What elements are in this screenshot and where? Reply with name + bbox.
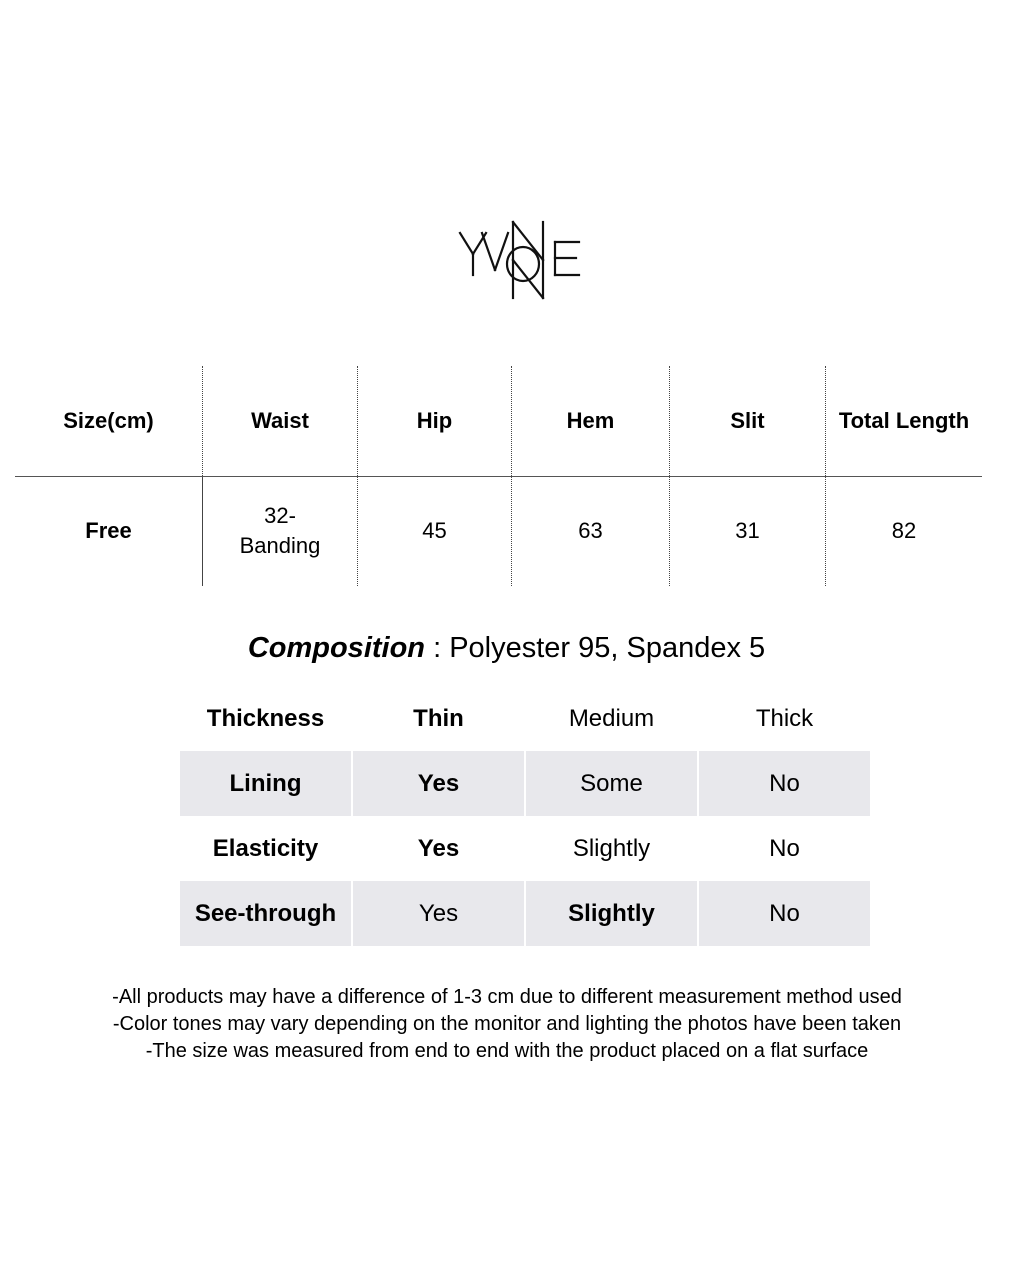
composition-separator: : (425, 632, 450, 664)
cell-slit: 31 (735, 518, 760, 543)
header-hip: Hip (416, 408, 453, 433)
cell-hip: 45 (422, 518, 447, 543)
brand-logo-mark (455, 220, 585, 302)
composition-line (0, 628, 1013, 668)
property-row-thickness (180, 686, 870, 751)
notes (0, 984, 1013, 1065)
header-total-length: Total Length (838, 408, 970, 433)
property-name: Elasticity (212, 834, 319, 862)
property-option: Slightly (526, 881, 697, 946)
property-option: Thin (413, 704, 464, 732)
brand-logo (455, 220, 585, 302)
note-line: -The size was measured from end to end with the product placed on a flat surface (145, 1040, 869, 1062)
cell-waist: 32- Banding (239, 503, 321, 558)
property-option: Medium (568, 704, 655, 732)
size-table (15, 366, 982, 588)
property-option: Yes (417, 834, 460, 862)
header-size: Size(cm) (63, 408, 154, 433)
cell-total-length: 82 (891, 518, 917, 543)
property-name: Lining (180, 751, 351, 816)
header-waist: Waist (251, 408, 309, 433)
property-name: Thickness (206, 704, 325, 732)
fabric-properties-table (180, 686, 870, 946)
property-row-lining (180, 751, 870, 816)
property-option: Slightly (572, 834, 651, 862)
property-option: Thick (755, 704, 814, 732)
header-hem: Hem (566, 408, 615, 433)
size-table-header (15, 366, 982, 476)
note-line: -Color tones may vary depending on the monitor and lighting the photos have been taken (112, 1013, 902, 1035)
cell-size: Free (85, 518, 132, 543)
note-line: -All products may have a difference of 1-3 cm due to different measurement method used (112, 986, 902, 1008)
property-option: No (699, 751, 870, 816)
property-option: No (769, 834, 800, 862)
property-row-elasticity (180, 816, 870, 881)
composition-label: Composition (247, 632, 426, 664)
composition-value: Polyester 95, Spandex 5 (449, 632, 766, 664)
property-name: See-through (180, 881, 351, 946)
property-option: Yes (353, 751, 524, 816)
property-option: Yes (353, 881, 524, 946)
table-row (15, 476, 982, 586)
property-option: No (699, 881, 870, 946)
property-option: Some (526, 751, 697, 816)
cell-hem: 63 (578, 518, 603, 543)
header-slit: Slit (730, 408, 765, 433)
property-row-see-through (180, 881, 870, 946)
